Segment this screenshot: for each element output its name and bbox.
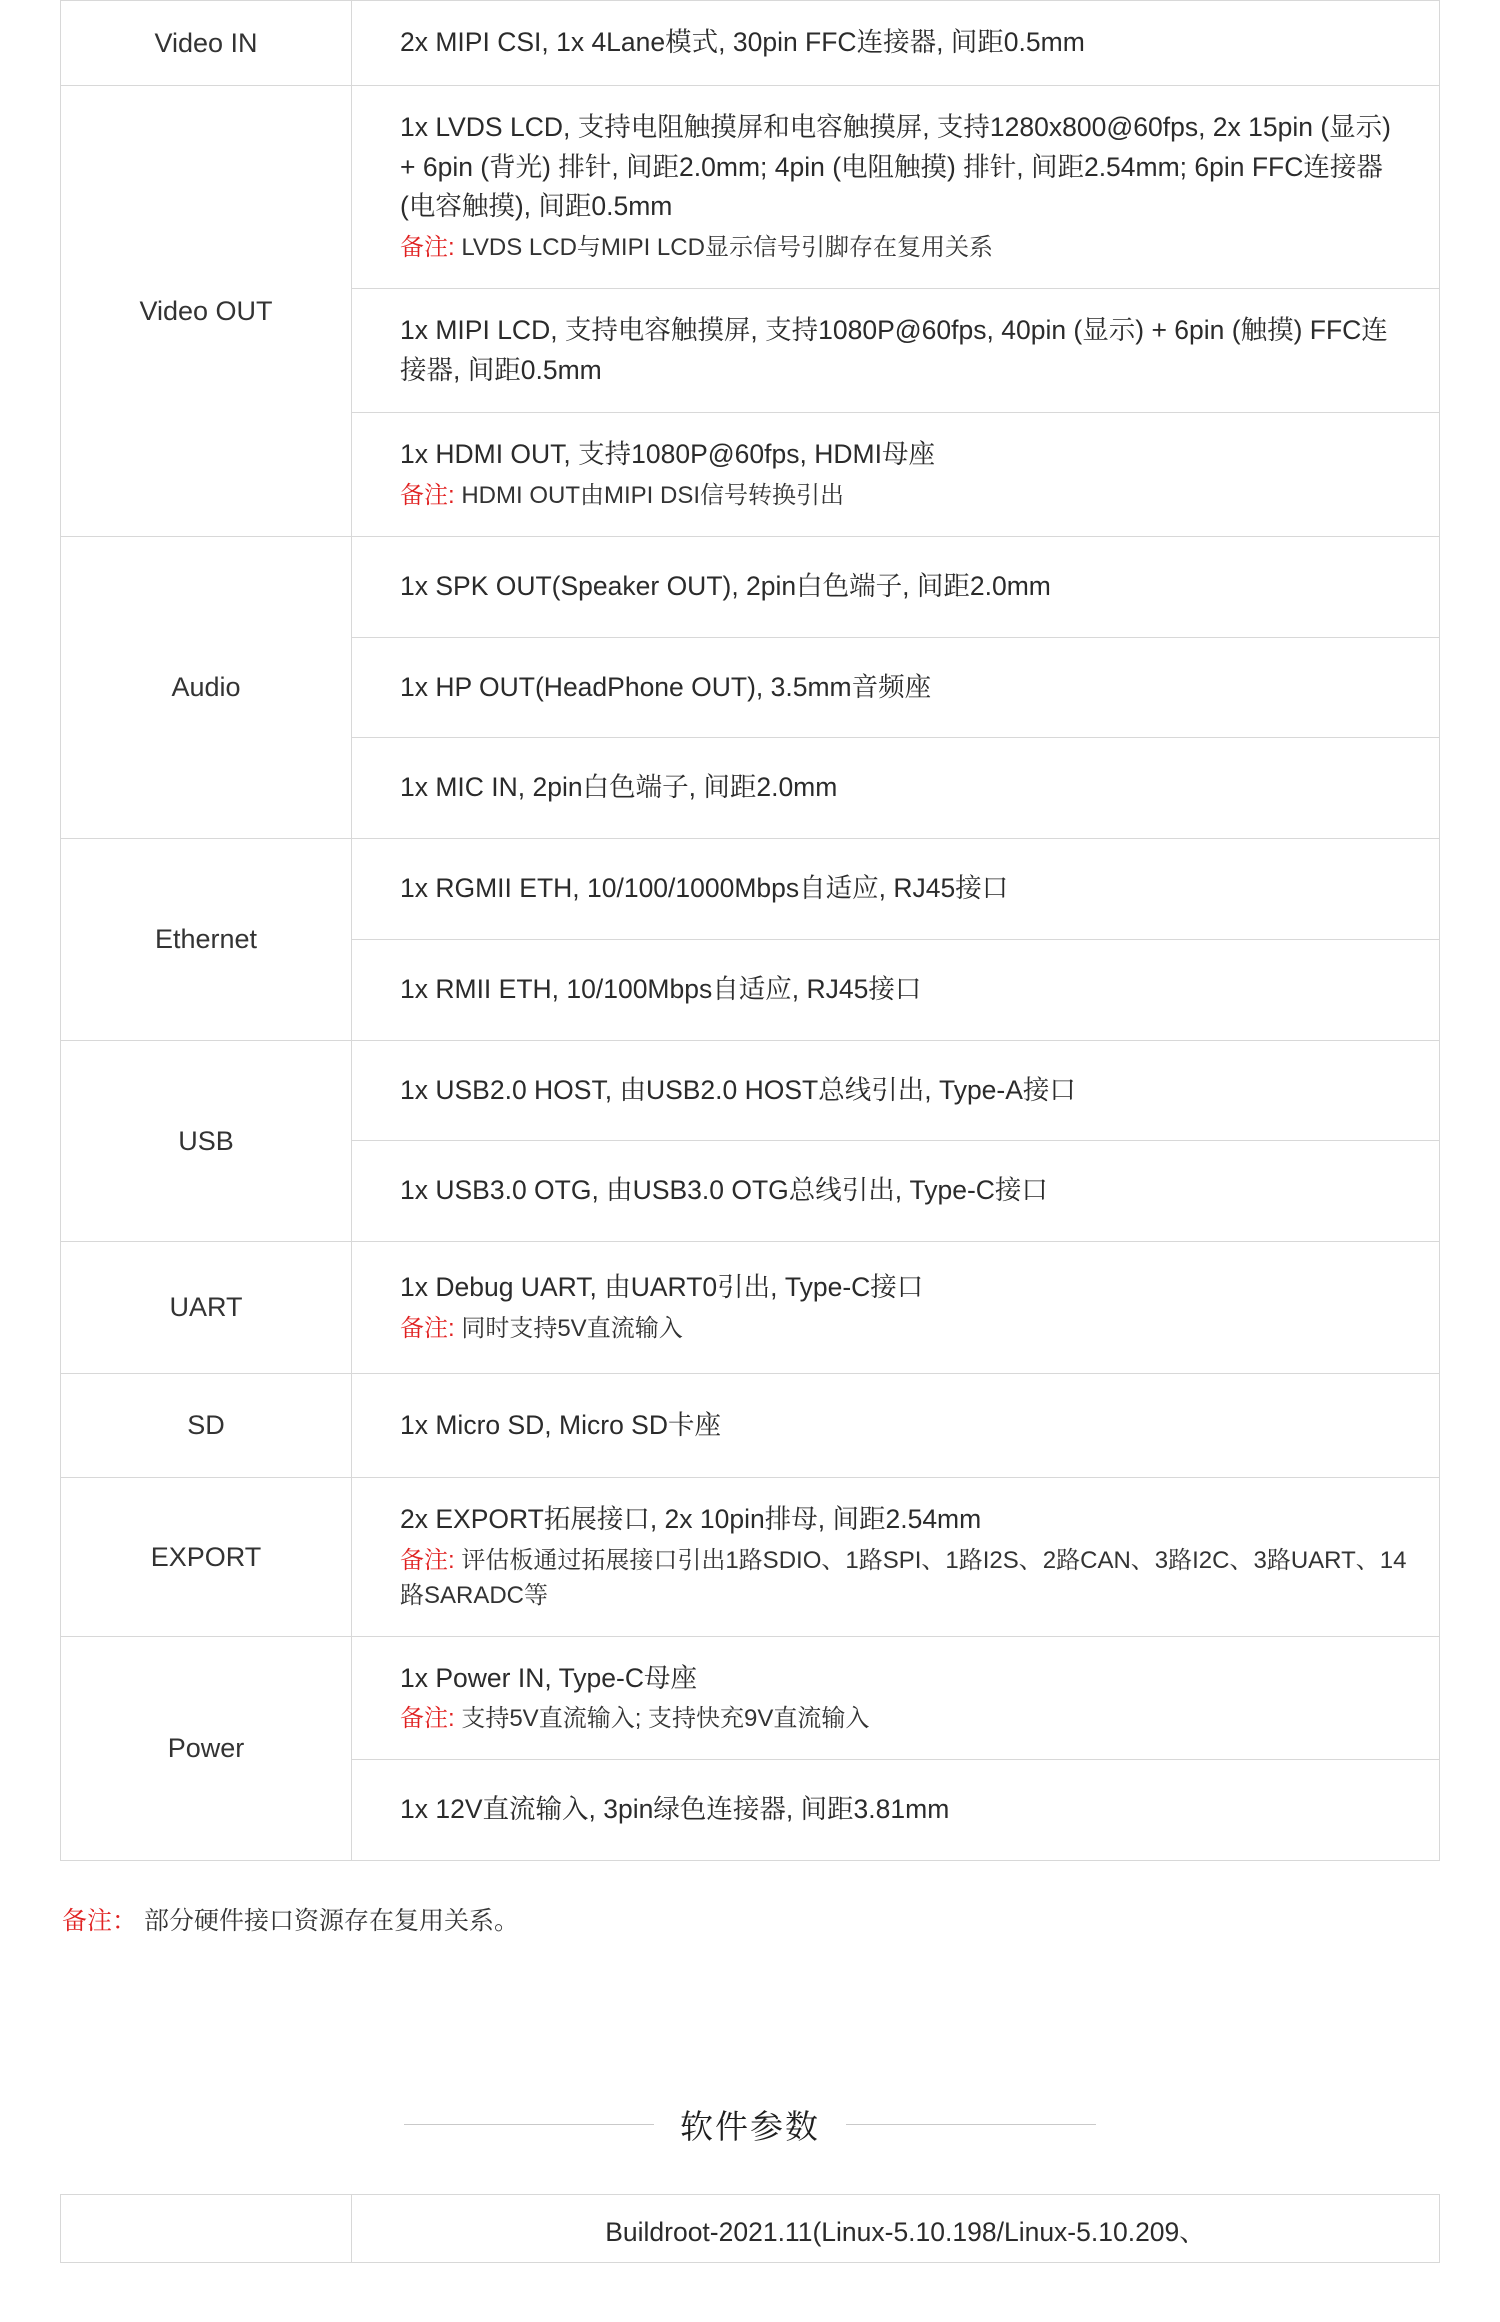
- spec-item-text: 1x HDMI OUT, 支持1080P@60fps, HDMI母座: [400, 439, 935, 470]
- note-label: 备注:: [400, 1705, 455, 1733]
- spec-item-text: 2x MIPI CSI, 1x 4Lane模式, 30pin FFC连接器, 间距0.5mm: [400, 27, 1085, 57]
- divider-left: [404, 2124, 654, 2125]
- row-values: [352, 85, 1440, 536]
- software-section-header: [60, 2101, 1440, 2148]
- section-title: 软件参数: [680, 2107, 820, 2145]
- row-values: [352, 2194, 1440, 2263]
- software-spec-table: [60, 2194, 1440, 2264]
- spec-item: [352, 537, 1439, 638]
- table-footnote: [62, 1903, 1440, 1941]
- spec-item-text: 1x HP OUT(HeadPhone OUT), 3.5mm音频座: [400, 671, 932, 702]
- spec-item-text: 1x RMII ETH, 10/100Mbps自适应, RJ45接口: [400, 973, 922, 1004]
- spec-item-text: Buildroot-2021.11(Linux-5.10.198/Linux-5.10.209、: [605, 2216, 1206, 2247]
- note-text: LVDS LCD与MIPI LCD显示信号引脚存在复用关系: [454, 234, 993, 261]
- spec-item-text: 1x USB3.0 OTG, 由USB3.0 OTG总线引出, Type-C接口: [400, 1175, 1048, 1206]
- spec-item-text: 2x EXPORT拓展接口, 2x 10pin排母, 间距2.54mm: [400, 1504, 982, 1535]
- note-label: 备注:: [400, 1314, 455, 1342]
- row-values: [352, 839, 1440, 1041]
- row-values: [352, 1478, 1440, 1636]
- note-text: 同时支持5V直流输入: [454, 1314, 683, 1342]
- table-row: [61, 85, 1440, 536]
- row-category: [61, 2194, 352, 2263]
- spec-item-text: 1x Micro SD, Micro SD卡座: [400, 1409, 721, 1440]
- note-label: 备注:: [400, 482, 455, 510]
- note-label: 备注:: [400, 234, 455, 261]
- row-category: EXPORT: [61, 1478, 352, 1636]
- row-category: Ethernet: [61, 839, 352, 1041]
- spec-item-text: 1x RGMII ETH, 10/100/1000Mbps自适应, RJ45接口: [400, 873, 1009, 904]
- note-text: 支持5V直流输入; 支持快充9V直流输入: [454, 1705, 870, 1733]
- footnote-text: 部分硬件接口资源存在复用关系。: [137, 1907, 519, 1936]
- table-row: [61, 536, 1440, 838]
- spec-item-note: [400, 1544, 1411, 1614]
- row-category: Video IN: [61, 1, 352, 86]
- table-row: [61, 1242, 1440, 1374]
- table-row: [61, 1, 1440, 86]
- spec-item: [352, 940, 1439, 1040]
- row-category: USB: [61, 1040, 352, 1242]
- spec-item-text: 1x 12V直流输入, 3pin绿色连接器, 间距3.81mm: [400, 1794, 950, 1825]
- spec-item: [352, 86, 1439, 289]
- table-row: [61, 1040, 1440, 1242]
- spec-item: [352, 1637, 1439, 1761]
- row-category: SD: [61, 1373, 352, 1478]
- spec-item: [352, 1242, 1439, 1373]
- spec-item-text: 1x LVDS LCD, 支持电阻触摸屏和电容触摸屏, 支持1280x800@60fps, 2x 15pin (显示) + 6pin (背光) 排针, 间距2.0mm; 4pin (电阻触摸) 排针, 间距2.54mm; 6pin FFC连接器 (电容触摸), 间距0.5mm: [400, 111, 1418, 222]
- row-values: [352, 1242, 1440, 1374]
- spec-item: [352, 413, 1439, 536]
- row-values: [352, 1636, 1440, 1860]
- spec-item: [352, 1041, 1439, 1142]
- spec-item-text: 1x SPK OUT(Speaker OUT), 2pin白色端子, 间距2.0mm: [400, 570, 1051, 601]
- spec-item: [352, 1141, 1439, 1241]
- spec-item-note: [400, 231, 1411, 266]
- divider-right: [846, 2124, 1096, 2125]
- table-row: [61, 1478, 1440, 1636]
- spec-item-note: [400, 1312, 1411, 1347]
- spec-item-text: 1x Debug UART, 由UART0引出, Type-C接口: [400, 1272, 924, 1303]
- spec-item-text: 1x MIPI LCD, 支持电容触摸屏, 支持1080P@60fps, 40pin (显示) + 6pin (触摸) FFC连接器, 间距0.5mm: [400, 314, 1388, 385]
- footnote-label: 备注：: [62, 1907, 138, 1936]
- row-category: UART: [61, 1242, 352, 1374]
- table-row: [61, 2194, 1440, 2263]
- spec-item: [352, 1, 1439, 85]
- spec-item: [352, 638, 1439, 739]
- note-text: 评估板通过拓展接口引出1路SDIO、1路SPI、1路I2S、2路CAN、3路I2C、3路UART、14路SARADC等: [400, 1547, 1407, 1609]
- spec-item: [352, 1374, 1439, 1478]
- spec-item: [352, 289, 1439, 414]
- software-spec-body: [61, 2194, 1440, 2263]
- spec-item-note: [400, 479, 1411, 514]
- spec-item-text: 1x MIC IN, 2pin白色端子, 间距2.0mm: [400, 772, 838, 803]
- spec-item: [352, 1478, 1439, 1635]
- row-values: [352, 1, 1440, 86]
- note-label: 备注:: [400, 1547, 455, 1575]
- hardware-spec-table: [60, 0, 1440, 1861]
- row-values: [352, 1373, 1440, 1478]
- row-values: [352, 1040, 1440, 1242]
- note-text: HDMI OUT由MIPI DSI信号转换引出: [454, 482, 845, 510]
- row-category: Audio: [61, 536, 352, 838]
- spec-item-note: [400, 1702, 1411, 1737]
- table-row: [61, 839, 1440, 1041]
- row-values: [352, 536, 1440, 838]
- spec-item: [352, 738, 1439, 838]
- spec-item: [352, 839, 1439, 940]
- spec-item-text: 1x Power IN, Type-C母座: [400, 1662, 697, 1693]
- spec-item-text: 1x USB2.0 HOST, 由USB2.0 HOST总线引出, Type-A接口: [400, 1074, 1076, 1105]
- spec-item: [352, 1760, 1439, 1860]
- table-row: [61, 1636, 1440, 1860]
- table-row: [61, 1373, 1440, 1478]
- row-category: Power: [61, 1636, 352, 1860]
- row-category: Video OUT: [61, 85, 352, 536]
- hardware-spec-body: [61, 1, 1440, 1861]
